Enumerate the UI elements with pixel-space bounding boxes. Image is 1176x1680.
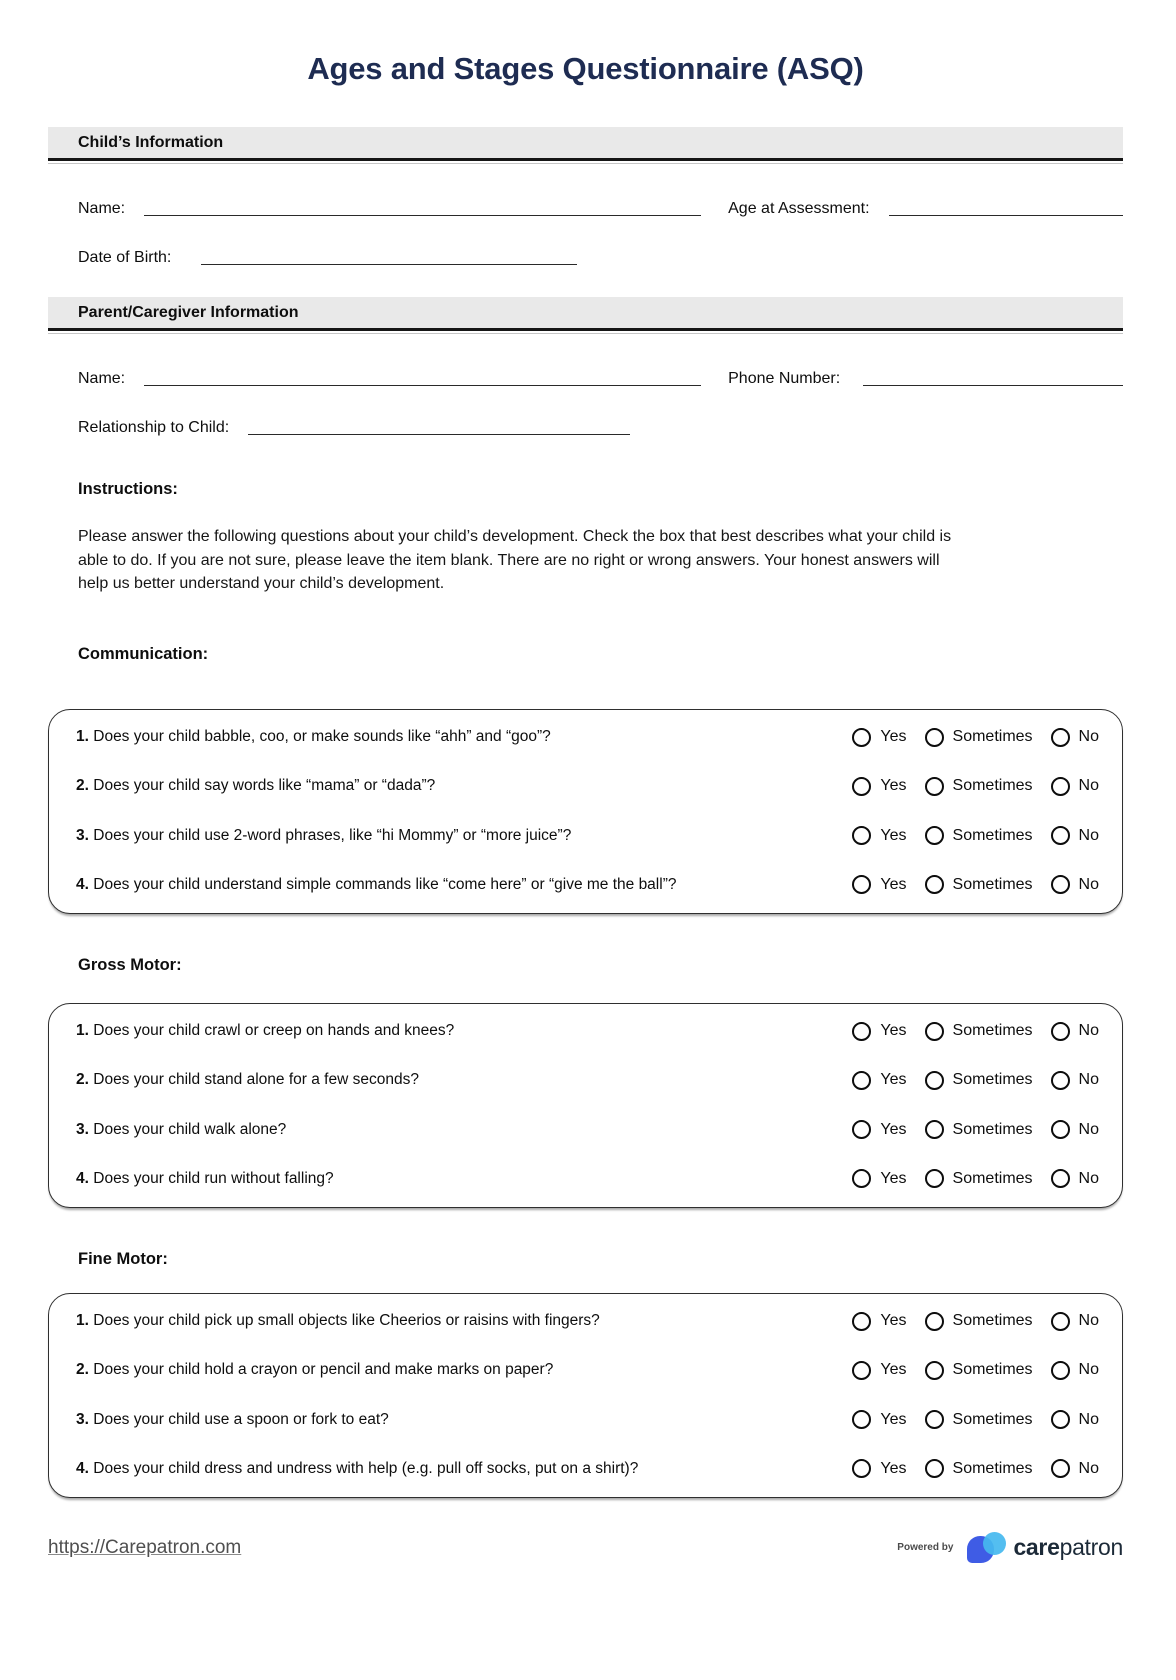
- sometimes-option[interactable]: [925, 1459, 1033, 1478]
- no-option[interactable]: [1051, 728, 1099, 747]
- no-option[interactable]: [1051, 1071, 1099, 1090]
- sometimes-label: Sometimes: [952, 1169, 1033, 1187]
- no-radio-icon[interactable]: [1051, 1361, 1070, 1380]
- question-number: 3.: [76, 1120, 89, 1138]
- sometimes-option[interactable]: [925, 826, 1033, 845]
- sometimes-option[interactable]: [925, 1410, 1033, 1429]
- question-label: Does your child understand simple commands like “come here” or “give me the ball”?: [93, 875, 677, 893]
- no-option[interactable]: [1051, 1361, 1099, 1380]
- age-at-assessment-input-line[interactable]: [889, 201, 1123, 216]
- carepatron-wordmark: [1013, 1534, 1123, 1561]
- no-option[interactable]: [1051, 1169, 1099, 1188]
- question-label: Does your child use 2-word phrases, like “hi Mommy” or “more juice”?: [93, 826, 572, 844]
- yes-label: Yes: [880, 1312, 907, 1330]
- communication-heading: Communication:: [78, 644, 209, 663]
- yes-label: Yes: [880, 1459, 907, 1477]
- no-option[interactable]: [1051, 777, 1099, 796]
- relationship-label: Relationship to Child:: [78, 419, 230, 436]
- phone-number-label: Phone Number:: [728, 370, 841, 387]
- no-option[interactable]: [1051, 1459, 1099, 1478]
- no-label: No: [1078, 1312, 1099, 1330]
- yes-radio-icon[interactable]: [852, 1410, 871, 1429]
- question-text: [76, 1312, 852, 1330]
- yes-label: Yes: [880, 1410, 907, 1428]
- relationship-row: [48, 415, 1123, 437]
- sometimes-radio-icon[interactable]: [925, 826, 944, 845]
- gross-motor-question-box: [48, 1003, 1123, 1208]
- sometimes-option[interactable]: [925, 1169, 1033, 1188]
- sometimes-label: Sometimes: [952, 728, 1033, 746]
- instructions-paragraph: [78, 525, 1123, 596]
- instructions-line: Please answer the following questions about your child’s development. Check the box that best describes what your child is: [78, 528, 952, 545]
- wordmark-care: care: [1013, 1534, 1060, 1560]
- sometimes-option[interactable]: [925, 1071, 1033, 1090]
- radio-group: [852, 1410, 1099, 1429]
- no-option[interactable]: [1051, 1410, 1099, 1429]
- no-label: No: [1078, 1169, 1099, 1187]
- question-row: [76, 1007, 1099, 1056]
- question-text: [76, 1121, 852, 1139]
- yes-radio-icon[interactable]: [852, 1071, 871, 1090]
- question-row: [76, 762, 1099, 811]
- no-label: No: [1078, 875, 1099, 893]
- dob-row: [48, 245, 1123, 267]
- yes-radio-icon[interactable]: [852, 826, 871, 845]
- sometimes-label: Sometimes: [952, 777, 1033, 795]
- no-option[interactable]: [1051, 1120, 1099, 1139]
- radio-group: [852, 1312, 1099, 1331]
- question-text: [76, 876, 852, 894]
- sometimes-radio-icon[interactable]: [925, 1169, 944, 1188]
- child-name-input-line[interactable]: [144, 201, 701, 216]
- sometimes-label: Sometimes: [952, 1459, 1033, 1477]
- powered-by-label: Powered by: [897, 1542, 954, 1553]
- yes-radio-icon[interactable]: [852, 1312, 871, 1331]
- sometimes-radio-icon[interactable]: [925, 1312, 944, 1331]
- question-text: [76, 1411, 852, 1429]
- yes-label: Yes: [880, 826, 907, 844]
- sometimes-radio-icon[interactable]: [925, 875, 944, 894]
- question-number: 4.: [76, 1169, 89, 1187]
- instructions-line: help us better understand your child’s development.: [78, 575, 445, 592]
- instructions-heading: Instructions:: [78, 480, 178, 498]
- footer: [48, 1531, 1123, 1565]
- section-divider: [48, 163, 1123, 164]
- yes-option[interactable]: [852, 1071, 906, 1090]
- yes-radio-icon[interactable]: [852, 875, 871, 894]
- yes-label: Yes: [880, 777, 907, 795]
- carepatron-link[interactable]: https://Carepatron.com: [48, 1536, 242, 1558]
- no-radio-icon[interactable]: [1051, 728, 1070, 747]
- phone-number-input-line[interactable]: [863, 371, 1123, 386]
- sometimes-radio-icon[interactable]: [925, 1410, 944, 1429]
- yes-option[interactable]: [852, 1459, 906, 1478]
- no-radio-icon[interactable]: [1051, 1410, 1070, 1429]
- question-text: [76, 777, 852, 795]
- yes-label: Yes: [880, 1169, 907, 1187]
- question-label: Does your child walk alone?: [93, 1120, 287, 1138]
- question-text: [76, 1361, 852, 1379]
- no-label: No: [1078, 1022, 1099, 1040]
- yes-option[interactable]: [852, 1169, 906, 1188]
- no-option[interactable]: [1051, 1312, 1099, 1331]
- child-name-row: [48, 196, 1123, 218]
- question-label: Does your child babble, coo, or make sounds like “ahh” and “goo”?: [93, 728, 551, 746]
- sometimes-label: Sometimes: [952, 826, 1033, 844]
- no-label: No: [1078, 1410, 1099, 1428]
- no-radio-icon[interactable]: [1051, 1169, 1070, 1188]
- page-title: Ages and Stages Questionnaire (ASQ): [307, 51, 864, 86]
- yes-radio-icon[interactable]: [852, 728, 871, 747]
- radio-group: [852, 1071, 1099, 1090]
- question-label: Does your child use a spoon or fork to eat?: [93, 1410, 389, 1428]
- carepatron-brand: [897, 1531, 1123, 1565]
- question-row: [76, 1297, 1099, 1346]
- yes-radio-icon[interactable]: [852, 1169, 871, 1188]
- question-label: Does your child dress and undress with help (e.g. pull off socks, put on a shirt)?: [93, 1459, 639, 1477]
- sometimes-option[interactable]: [925, 875, 1033, 894]
- parent-name-label: Name:: [78, 370, 126, 387]
- no-label: No: [1078, 1071, 1099, 1089]
- sometimes-label: Sometimes: [952, 1071, 1033, 1089]
- radio-group: [852, 1169, 1099, 1188]
- yes-option[interactable]: [852, 728, 906, 747]
- wordmark-patron: patron: [1059, 1534, 1123, 1560]
- question-number: 4.: [76, 1459, 89, 1477]
- fine-motor-question-box: [48, 1293, 1123, 1498]
- question-row: [76, 1056, 1099, 1105]
- sometimes-label: Sometimes: [952, 1410, 1033, 1428]
- yes-label: Yes: [880, 1071, 907, 1089]
- question-number: 1.: [76, 728, 89, 746]
- question-label: Does your child stand alone for a few seconds?: [93, 1071, 419, 1089]
- sometimes-option[interactable]: [925, 1022, 1033, 1041]
- sometimes-option[interactable]: [925, 1312, 1033, 1331]
- question-text: [76, 827, 852, 845]
- radio-group: [852, 1361, 1099, 1380]
- carepatron-logo-icon: [967, 1531, 1007, 1565]
- question-text: [76, 1170, 852, 1188]
- child-info-header-label: Child’s Information: [78, 133, 224, 151]
- no-radio-icon[interactable]: [1051, 826, 1070, 845]
- communication-question-box: [48, 709, 1123, 914]
- parent-info-header-label: Parent/Caregiver Information: [78, 303, 299, 321]
- question-number: 2.: [76, 1361, 89, 1379]
- no-radio-icon[interactable]: [1051, 1071, 1070, 1090]
- sometimes-label: Sometimes: [952, 1361, 1033, 1379]
- yes-label: Yes: [880, 1120, 907, 1138]
- question-row: [76, 860, 1099, 909]
- no-option[interactable]: [1051, 875, 1099, 894]
- radio-group: [852, 1022, 1099, 1041]
- no-radio-icon[interactable]: [1051, 777, 1070, 796]
- sometimes-radio-icon[interactable]: [925, 1022, 944, 1041]
- yes-option[interactable]: [852, 1120, 906, 1139]
- radio-group: [852, 875, 1099, 894]
- question-row: [76, 1105, 1099, 1154]
- sometimes-radio-icon[interactable]: [925, 728, 944, 747]
- yes-option[interactable]: [852, 826, 906, 845]
- parent-name-row: [48, 366, 1123, 388]
- question-label: Does your child run without falling?: [93, 1169, 334, 1187]
- yes-option[interactable]: [852, 1022, 906, 1041]
- sometimes-option[interactable]: [925, 1361, 1033, 1380]
- radio-group: [852, 826, 1099, 845]
- age-at-assessment-label: Age at Assessment:: [728, 200, 870, 217]
- yes-radio-icon[interactable]: [852, 1120, 871, 1139]
- question-number: 3.: [76, 1410, 89, 1428]
- question-text: [76, 1460, 852, 1478]
- yes-radio-icon[interactable]: [852, 777, 871, 796]
- yes-label: Yes: [880, 728, 907, 746]
- question-text: [76, 1022, 852, 1040]
- no-label: No: [1078, 728, 1099, 746]
- question-row: [76, 1346, 1099, 1395]
- no-option[interactable]: [1051, 1022, 1099, 1041]
- sometimes-label: Sometimes: [952, 875, 1033, 893]
- question-number: 1.: [76, 1312, 89, 1330]
- no-radio-icon[interactable]: [1051, 1459, 1070, 1478]
- no-label: No: [1078, 1361, 1099, 1379]
- question-row: [76, 1444, 1099, 1493]
- question-row: [76, 713, 1099, 762]
- relationship-input-line[interactable]: [248, 420, 630, 435]
- no-label: No: [1078, 1120, 1099, 1138]
- no-radio-icon[interactable]: [1051, 1022, 1070, 1041]
- instructions-line: able to do. If you are not sure, please leave the item blank. There are no right or wrong answers. Your honest answers will: [78, 551, 940, 569]
- fine-motor-heading: Fine Motor:: [78, 1249, 168, 1268]
- yes-radio-icon[interactable]: [852, 1022, 871, 1041]
- yes-option[interactable]: [852, 1410, 906, 1429]
- yes-option[interactable]: [852, 875, 906, 894]
- dob-label: Date of Birth:: [78, 249, 172, 266]
- no-radio-icon[interactable]: [1051, 875, 1070, 894]
- sometimes-label: Sometimes: [952, 1312, 1033, 1330]
- parent-info-section-header: [48, 297, 1123, 331]
- yes-label: Yes: [880, 875, 907, 893]
- yes-radio-icon[interactable]: [852, 1459, 871, 1478]
- sometimes-option[interactable]: [925, 1120, 1033, 1139]
- question-label: Does your child say words like “mama” or “dada”?: [93, 777, 436, 795]
- no-radio-icon[interactable]: [1051, 1120, 1070, 1139]
- radio-group: [852, 1120, 1099, 1139]
- question-number: 4.: [76, 875, 89, 893]
- yes-label: Yes: [880, 1361, 907, 1379]
- question-number: 2.: [76, 777, 89, 795]
- sometimes-option[interactable]: [925, 728, 1033, 747]
- parent-name-input-line[interactable]: [144, 371, 701, 386]
- radio-group: [852, 728, 1099, 747]
- sometimes-label: Sometimes: [952, 1022, 1033, 1040]
- no-radio-icon[interactable]: [1051, 1312, 1070, 1331]
- question-number: 1.: [76, 1022, 89, 1040]
- no-label: No: [1078, 1459, 1099, 1477]
- sometimes-radio-icon[interactable]: [925, 1361, 944, 1380]
- sometimes-radio-icon[interactable]: [925, 1071, 944, 1090]
- question-row: [76, 1154, 1099, 1203]
- question-row: [76, 1395, 1099, 1444]
- yes-option[interactable]: [852, 1312, 906, 1331]
- gross-motor-heading: Gross Motor:: [78, 955, 182, 974]
- no-option[interactable]: [1051, 826, 1099, 845]
- yes-option[interactable]: [852, 777, 906, 796]
- sometimes-radio-icon[interactable]: [925, 1459, 944, 1478]
- sometimes-label: Sometimes: [952, 1120, 1033, 1138]
- dob-input-line[interactable]: [201, 250, 577, 265]
- yes-option[interactable]: [852, 1361, 906, 1380]
- sometimes-radio-icon[interactable]: [925, 1120, 944, 1139]
- logo-light-blob: [983, 1532, 1006, 1555]
- radio-group: [852, 777, 1099, 796]
- radio-group: [852, 1459, 1099, 1478]
- sometimes-option[interactable]: [925, 777, 1033, 796]
- question-number: 2.: [76, 1071, 89, 1089]
- question-number: 3.: [76, 826, 89, 844]
- section-divider: [48, 333, 1123, 334]
- question-label: Does your child pick up small objects like Cheerios or raisins with fingers?: [93, 1312, 600, 1330]
- yes-label: Yes: [880, 1022, 907, 1040]
- question-text: [76, 728, 852, 746]
- question-label: Does your child hold a crayon or pencil and make marks on paper?: [93, 1361, 554, 1379]
- child-name-label: Name:: [78, 200, 126, 217]
- question-text: [76, 1071, 852, 1089]
- yes-radio-icon[interactable]: [852, 1361, 871, 1380]
- child-info-section-header: [48, 127, 1123, 161]
- sometimes-radio-icon[interactable]: [925, 777, 944, 796]
- question-row: [76, 811, 1099, 860]
- no-label: No: [1078, 777, 1099, 795]
- no-label: No: [1078, 826, 1099, 844]
- question-label: Does your child crawl or creep on hands and knees?: [93, 1022, 455, 1040]
- asq-form-page: [0, 50, 1176, 1565]
